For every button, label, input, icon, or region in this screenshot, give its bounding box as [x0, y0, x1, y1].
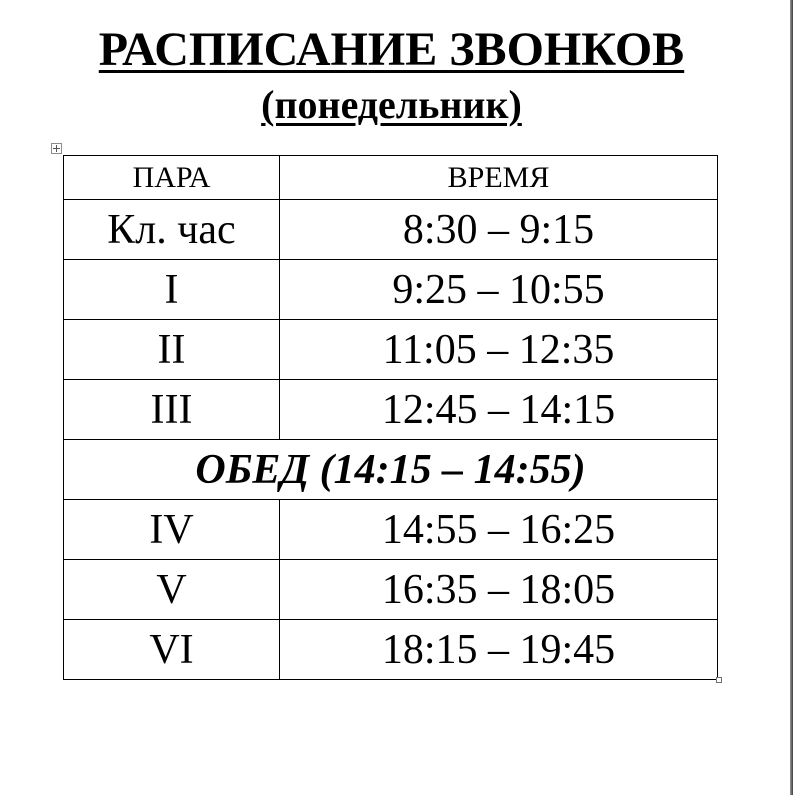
- header-cell-time[interactable]: ВРЕМЯ: [280, 156, 718, 200]
- table-row: [64, 500, 718, 560]
- header-cell-para[interactable]: ПАРА: [64, 156, 280, 200]
- table-row: [64, 320, 718, 380]
- table-resize-handle-icon[interactable]: [716, 677, 722, 683]
- lunch-break-cell[interactable]: ОБЕД (14:15 – 14:55): [64, 440, 718, 500]
- cell-time[interactable]: 16:35 – 18:05: [280, 560, 718, 620]
- table-row: [64, 380, 718, 440]
- lunch-break-row: [64, 440, 718, 500]
- cell-para[interactable]: III: [64, 380, 280, 440]
- cell-para[interactable]: Кл. час: [64, 200, 280, 260]
- cell-time[interactable]: 9:25 – 10:55: [280, 260, 718, 320]
- table-row: [64, 200, 718, 260]
- cell-para[interactable]: V: [64, 560, 280, 620]
- cell-para[interactable]: I: [64, 260, 280, 320]
- document-title: РАСПИСАНИЕ ЗВОНКОВ: [98, 23, 685, 76]
- document-subtitle: (понедельник): [261, 82, 522, 127]
- cell-time[interactable]: 12:45 – 14:15: [280, 380, 718, 440]
- cell-para[interactable]: IV: [64, 500, 280, 560]
- table-header-row: [64, 156, 718, 200]
- table-row: [64, 260, 718, 320]
- schedule-table: [63, 155, 718, 680]
- cell-para[interactable]: VI: [64, 620, 280, 680]
- table-row: [64, 620, 718, 680]
- cell-time[interactable]: 18:15 – 19:45: [280, 620, 718, 680]
- cell-time[interactable]: 8:30 – 9:15: [280, 200, 718, 260]
- cell-para[interactable]: II: [64, 320, 280, 380]
- table-move-handle-icon[interactable]: [51, 143, 62, 154]
- table-row: [64, 560, 718, 620]
- cell-time[interactable]: 11:05 – 12:35: [280, 320, 718, 380]
- cell-time[interactable]: 14:55 – 16:25: [280, 500, 718, 560]
